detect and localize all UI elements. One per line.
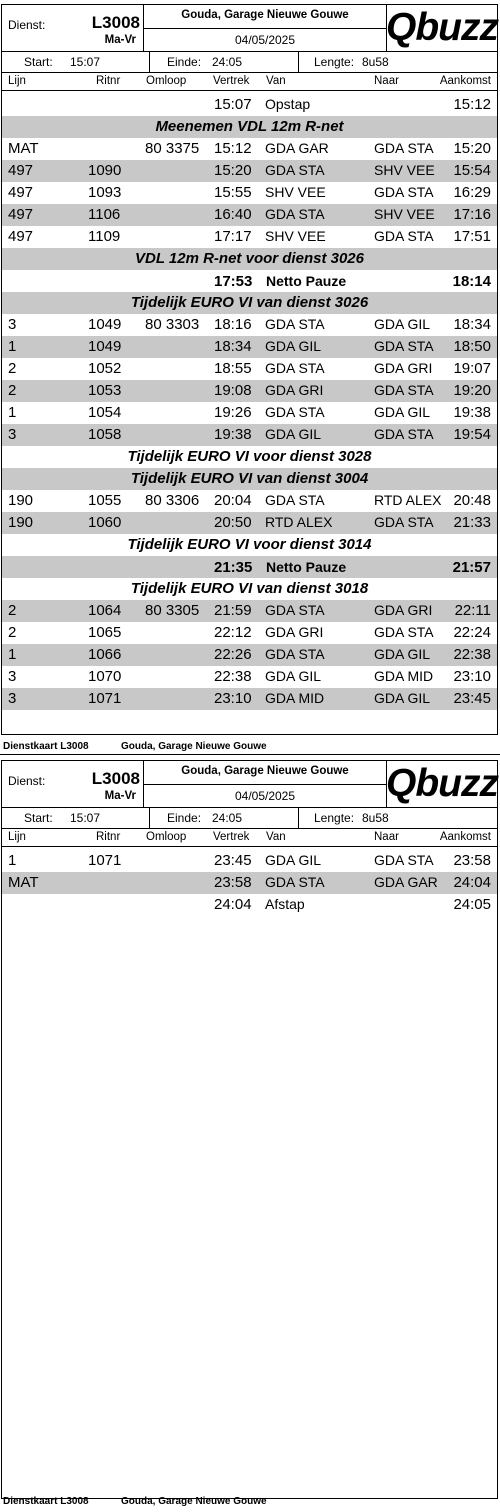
trip-number: 1053 [88, 382, 122, 399]
column-headers [2, 829, 497, 847]
line-number: 2 [8, 624, 17, 641]
arrival-time: 15:54 [453, 162, 491, 179]
col-aankomst: Aankomst [439, 831, 491, 843]
to-stop: GDA GIL [374, 316, 431, 332]
arrival-time: 19:07 [453, 360, 491, 377]
trip-row [2, 160, 497, 182]
line-number: 190 [8, 514, 34, 531]
lengte-label: Lengte: [314, 55, 355, 69]
trip-row [2, 600, 497, 622]
line-number: 497 [8, 184, 34, 201]
trip-number: 1093 [88, 184, 122, 201]
departure-time: 19:26 [214, 404, 252, 421]
arrival-time: 24:05 [453, 896, 491, 913]
service-date: 04/05/2025 [234, 33, 296, 47]
trip-number: 1054 [88, 404, 122, 421]
line-number: 2 [8, 360, 17, 377]
departure-time: 23:58 [214, 874, 252, 891]
trip-number: 1049 [88, 316, 122, 333]
trip-row [2, 894, 497, 916]
from-stop: GDA GIL [265, 426, 322, 442]
col-lijn: Lijn [8, 831, 26, 843]
arrival-time: 17:16 [453, 206, 491, 223]
column-headers [2, 73, 497, 91]
pause-end: 18:14 [452, 273, 491, 290]
lengte-value: 8u58 [362, 811, 389, 825]
trip-row [2, 336, 497, 358]
arrival-time: 22:24 [453, 624, 491, 641]
from-stop: GDA STA [265, 360, 325, 376]
footer-label: Dienstkaart L3008 [3, 741, 89, 752]
pause-row [2, 270, 497, 292]
departure-time: 15:20 [214, 162, 252, 179]
departure-time: 15:07 [214, 96, 252, 113]
line-number: 1 [8, 646, 17, 663]
trip-row [2, 512, 497, 534]
trip-number: 1065 [88, 624, 122, 641]
line-number: 3 [8, 426, 17, 443]
trip-number: 1066 [88, 646, 122, 663]
departure-time: 23:45 [214, 852, 252, 869]
line-number: 1 [8, 404, 17, 421]
line-number: 1 [8, 338, 17, 355]
trip-number: 1052 [88, 360, 122, 377]
arrival-time: 22:38 [453, 646, 491, 663]
departure-time: 15:12 [214, 140, 252, 157]
block-number: 80 3375 [145, 140, 200, 157]
to-stop: GDA STA [374, 382, 434, 398]
to-stop: SHV VEE [374, 162, 435, 178]
dienstkaart-page-1 [1, 4, 498, 735]
arrival-time: 24:04 [453, 874, 491, 891]
arrival-time: 18:50 [453, 338, 491, 355]
block-number: 80 3306 [145, 492, 200, 509]
start-time: 15:07 [70, 55, 101, 69]
line-number: 497 [8, 228, 34, 245]
trip-row [2, 666, 497, 688]
einde-time: 24:05 [212, 55, 243, 69]
section-heading: Tijdelijk EURO VI voor dienst 3028 [127, 448, 372, 465]
to-stop: SHV VEE [374, 206, 435, 222]
trip-number: 1106 [88, 206, 121, 223]
pause-start: 17:53 [214, 273, 253, 290]
departure-time: 15:55 [214, 184, 252, 201]
to-stop: GDA STA [374, 426, 434, 442]
einde-label: Einde: [167, 811, 202, 825]
meta-row [2, 808, 497, 829]
from-stop: GDA GRI [265, 624, 324, 640]
departure-time: 19:38 [214, 426, 252, 443]
einde-label: Einde: [167, 55, 202, 69]
departure-time: 18:55 [214, 360, 252, 377]
trip-row [2, 182, 497, 204]
pause-start: 21:35 [214, 559, 253, 576]
dienst-days: Ma-Vr [104, 790, 136, 802]
trip-number: 1058 [88, 426, 122, 443]
col-naar: Naar [374, 831, 399, 843]
arrival-time: 22:11 [454, 602, 491, 619]
section-heading: Tijdelijk EURO VI van dienst 3018 [130, 580, 369, 597]
trip-row [2, 204, 497, 226]
departure-time: 22:12 [214, 624, 252, 641]
from-stop: GDA STA [265, 492, 325, 508]
departure-time: 22:38 [214, 668, 252, 685]
from-stop: GDA GAR [265, 140, 329, 156]
service-date: 04/05/2025 [234, 789, 296, 803]
arrival-time: 15:12 [453, 96, 491, 113]
line-number: MAT [8, 874, 39, 891]
footer-location: Gouda, Garage Nieuwe Gouwe [121, 1496, 267, 1507]
section-heading: Tijdelijk EURO VI voor dienst 3014 [127, 536, 372, 553]
trip-number: 1071 [88, 852, 122, 869]
pause-label: Netto Pauze [266, 559, 347, 575]
departure-time: 20:50 [214, 514, 252, 531]
trip-row [2, 138, 497, 160]
to-stop: GDA STA [374, 338, 434, 354]
line-number: 3 [8, 690, 17, 707]
pause-label: Netto Pauze [266, 273, 347, 289]
col-omloop: Omloop [146, 75, 187, 87]
from-stop: SHV VEE [265, 184, 326, 200]
arrival-time: 21:33 [453, 514, 491, 531]
arrival-time: 20:48 [453, 492, 491, 509]
from-stop: GDA STA [265, 874, 325, 890]
to-stop: GDA GRI [374, 360, 433, 376]
to-stop: GDA STA [374, 852, 434, 868]
block-number: 80 3303 [145, 316, 200, 333]
line-number: 3 [8, 316, 17, 333]
to-stop: RTD ALEX [374, 492, 442, 508]
line-number: 497 [8, 162, 34, 179]
to-stop: GDA GRI [374, 602, 433, 618]
departure-time: 17:17 [214, 228, 252, 245]
col-lijn: Lijn [8, 75, 26, 87]
from-stop: Opstap [265, 96, 311, 112]
trip-number: 1071 [88, 690, 122, 707]
col-van: Van [266, 831, 286, 843]
card-header [2, 761, 497, 808]
trip-number: 1109 [88, 228, 121, 245]
trip-row [2, 644, 497, 666]
col-aankomst: Aankomst [439, 75, 491, 87]
line-number: 1 [8, 852, 17, 869]
from-stop: GDA STA [265, 404, 325, 420]
trip-row [2, 622, 497, 644]
schedule-rows [2, 91, 497, 710]
trip-row [2, 358, 497, 380]
arrival-time: 15:20 [453, 140, 491, 157]
col-van: Van [266, 75, 286, 87]
from-stop: RTD ALEX [265, 514, 333, 530]
to-stop: GDA STA [374, 624, 434, 640]
from-stop: SHV VEE [265, 228, 326, 244]
arrival-time: 23:10 [453, 668, 491, 685]
line-number: 497 [8, 206, 34, 223]
dienst-days: Ma-Vr [104, 34, 136, 46]
line-number: MAT [8, 140, 39, 157]
departure-time: 18:34 [214, 338, 252, 355]
line-number: 2 [8, 382, 17, 399]
from-stop: GDA MID [265, 690, 325, 706]
from-stop: GDA GIL [265, 668, 322, 684]
from-stop: GDA STA [265, 602, 325, 618]
to-stop: GDA GIL [374, 404, 431, 420]
dienst-code: L3008 [91, 13, 140, 32]
from-stop: Afstap [265, 896, 305, 912]
line-number: 190 [8, 492, 34, 509]
qbuzz-logo: Qbuzz [386, 6, 498, 49]
pause-end: 21:57 [452, 559, 491, 576]
dienst-code: L3008 [91, 769, 140, 788]
trip-number: 1064 [88, 602, 122, 619]
line-number: 3 [8, 668, 17, 685]
trip-number: 1049 [88, 338, 122, 355]
schedule-rows [2, 847, 497, 916]
pause-row [2, 556, 497, 578]
to-stop: GDA GAR [374, 874, 438, 890]
dienst-label: Dienst: [8, 774, 46, 788]
dienst-label: Dienst: [8, 18, 46, 32]
einde-time: 24:05 [212, 811, 243, 825]
lengte-value: 8u58 [362, 55, 389, 69]
meta-row [2, 52, 497, 73]
to-stop: GDA STA [374, 228, 434, 244]
to-stop: GDA MID [374, 668, 434, 684]
from-stop: GDA STA [265, 162, 325, 178]
col-vertrek: Vertrek [213, 831, 250, 843]
dienstkaart-page-2 [1, 760, 498, 1499]
trip-row [2, 380, 497, 402]
departure-time: 22:26 [214, 646, 252, 663]
departure-time: 21:59 [214, 602, 252, 619]
from-stop: GDA STA [265, 646, 325, 662]
to-stop: GDA STA [374, 514, 434, 530]
from-stop: GDA GRI [265, 382, 324, 398]
to-stop: GDA GIL [374, 646, 431, 662]
col-naar: Naar [374, 75, 399, 87]
footer-label: Dienstkaart L3008 [3, 1496, 89, 1507]
footer-location: Gouda, Garage Nieuwe Gouwe [121, 741, 267, 752]
trip-row [2, 688, 497, 710]
trip-row [2, 94, 497, 116]
trip-number: 1060 [88, 514, 122, 531]
departure-time: 16:40 [214, 206, 252, 223]
to-stop: GDA GIL [374, 690, 431, 706]
section-heading: Meenemen VDL 12m R-net [2, 116, 497, 138]
qbuzz-logo: Qbuzz [386, 762, 498, 805]
arrival-time: 23:58 [453, 852, 491, 869]
from-stop: GDA STA [265, 316, 325, 332]
trip-row [2, 872, 497, 894]
trip-row [2, 402, 497, 424]
col-vertrek: Vertrek [213, 75, 250, 87]
block-number: 80 3305 [145, 602, 200, 619]
section-heading: VDL 12m R-net voor dienst 3026 [2, 248, 497, 270]
card-header [2, 5, 497, 52]
section-heading: Tijdelijk EURO VI van dienst 3004 [2, 468, 497, 490]
trip-row [2, 490, 497, 512]
trip-number: 1070 [88, 668, 122, 685]
arrival-time: 16:29 [453, 184, 491, 201]
departure-time: 23:10 [214, 690, 252, 707]
departure-time: 19:08 [214, 382, 252, 399]
section-heading: Tijdelijk EURO VI van dienst 3026 [2, 292, 497, 314]
line-number: 2 [8, 602, 17, 619]
lengte-label: Lengte: [314, 811, 355, 825]
departure-time: 20:04 [214, 492, 252, 509]
arrival-time: 19:20 [453, 382, 491, 399]
arrival-time: 19:54 [453, 426, 491, 443]
to-stop: GDA STA [374, 184, 434, 200]
col-ritnr: Ritnr [96, 831, 121, 843]
trip-number: 1055 [88, 492, 122, 509]
garage-location: Gouda, Garage Nieuwe Gouwe [181, 765, 349, 777]
garage-location: Gouda, Garage Nieuwe Gouwe [181, 9, 349, 21]
trip-row [2, 226, 497, 248]
trip-row [2, 850, 497, 872]
col-omloop: Omloop [146, 831, 187, 843]
from-stop: GDA GIL [265, 852, 322, 868]
arrival-time: 17:51 [453, 228, 491, 245]
arrival-time: 23:45 [453, 690, 491, 707]
start-label: Start: [24, 811, 53, 825]
trip-number: 1090 [88, 162, 122, 179]
start-time: 15:07 [70, 811, 101, 825]
departure-time: 24:04 [214, 896, 252, 913]
from-stop: GDA GIL [265, 338, 322, 354]
arrival-time: 19:38 [453, 404, 491, 421]
trip-row [2, 314, 497, 336]
col-ritnr: Ritnr [96, 75, 121, 87]
start-label: Start: [24, 55, 53, 69]
to-stop: GDA STA [374, 140, 434, 156]
trip-row [2, 424, 497, 446]
from-stop: GDA STA [265, 206, 325, 222]
departure-time: 18:16 [214, 316, 252, 333]
arrival-time: 18:34 [453, 316, 491, 333]
